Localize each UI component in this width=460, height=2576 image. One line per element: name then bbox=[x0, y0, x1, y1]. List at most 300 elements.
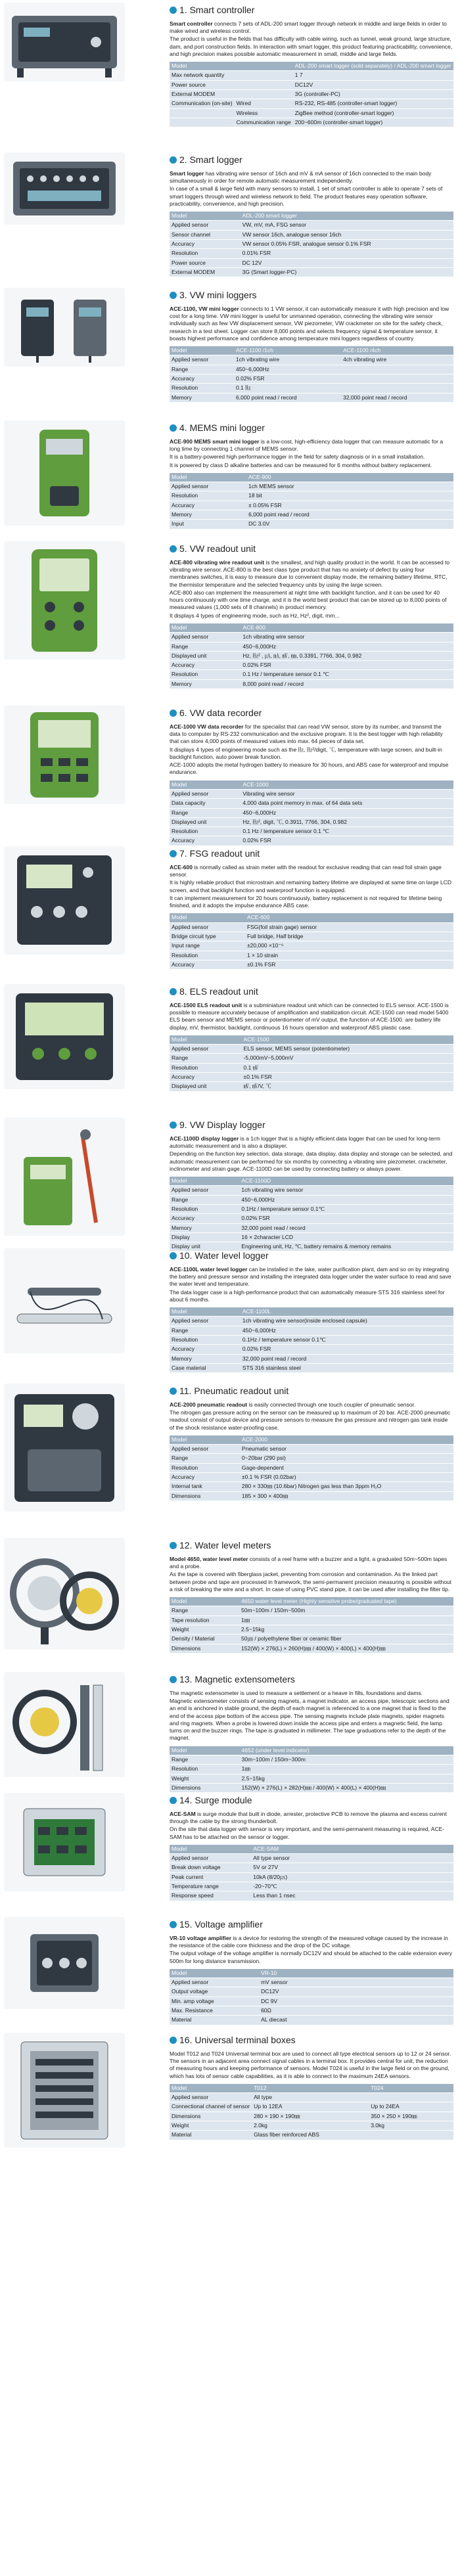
paragraph-text: has vibrating wire sensor of 16ch and mV & mA sensor of 16ch connected to the main body simultaneously in order for remote automatic measurement independently. bbox=[170, 169, 432, 184]
spec-cell bbox=[234, 1491, 240, 1501]
spec-header-cell: ACE-1500 bbox=[242, 1035, 453, 1045]
spec-cell bbox=[341, 374, 453, 383]
section-title: Water level logger bbox=[195, 1250, 269, 1261]
spec-header-row bbox=[170, 1035, 453, 1045]
spec-cell bbox=[234, 817, 241, 826]
section-number: 14 bbox=[179, 1795, 190, 1805]
spec-cell bbox=[234, 520, 246, 529]
spec-header-cell bbox=[234, 623, 241, 633]
spec-row bbox=[170, 2093, 453, 2102]
spec-cell bbox=[234, 1454, 240, 1463]
section-title: Smart logger bbox=[189, 154, 242, 165]
section-number: 7 bbox=[179, 848, 185, 859]
product-content bbox=[170, 289, 453, 403]
spec-cell: 18 bit bbox=[246, 491, 453, 501]
spec-row bbox=[170, 633, 453, 642]
product-description bbox=[170, 170, 453, 208]
spec-row bbox=[170, 932, 453, 941]
spec-cell: 0.1 ㎷ bbox=[242, 1063, 453, 1072]
bullet-icon bbox=[170, 292, 177, 299]
spec-cell: 3.0kg bbox=[369, 2121, 453, 2130]
spec-header-cell: Model bbox=[170, 623, 234, 633]
spec-cell bbox=[234, 789, 241, 798]
spec-cell bbox=[234, 1755, 240, 1764]
paragraph-text: can be installed in the lake, water purification plant, dam and so on by integrating the battery and pressure sensor and installing the integrated data logger under the water surface to read and save the water level and temperature. bbox=[170, 1265, 451, 1288]
spec-row bbox=[170, 365, 453, 374]
section-title: VW readout unit bbox=[189, 543, 256, 554]
spec-header-cell: 4650 water level meter (Highly sensitive probe/graduated tape) bbox=[239, 1597, 453, 1606]
spec-cell: Range bbox=[170, 1054, 234, 1063]
spec-header-cell: ACE-SAM bbox=[251, 1845, 453, 1854]
spec-cell: Range bbox=[170, 1755, 234, 1764]
spec-row bbox=[170, 1186, 453, 1195]
spec-cell: 0.02% FSR bbox=[234, 374, 341, 383]
section-number: 9 bbox=[179, 1119, 185, 1130]
product-title: 12 . Water level meters bbox=[170, 1539, 453, 1552]
bullet-icon bbox=[170, 156, 177, 164]
spec-row bbox=[170, 1891, 453, 1901]
spec-cell: Applied sensor bbox=[170, 221, 234, 230]
spec-row bbox=[170, 1644, 453, 1653]
bullet-icon bbox=[170, 1676, 177, 1683]
spec-row bbox=[170, 827, 453, 836]
spec-cell: Applied sensor bbox=[170, 2093, 252, 2102]
spec-cell: Vibrating wire sensor bbox=[241, 789, 453, 798]
paragraph-text: The nitrogen gas pressure acting on the sensor can be measured up to maximum of 20 bar. ACE-2000 pneumatic readout consist of output device and pressure sensors to measure the gas pressure and nitrogen gas tank inside of the shock resistance water-proofing case. bbox=[170, 1409, 451, 1431]
spec-cell: 2.5~15kg bbox=[240, 1774, 453, 1783]
paragraph-text: Depending on the function key selection, data storage, data display, data display and storage can be selected, and automatic measurement can be performed for six months by connecting a vibrating wire piezometer, crackmeter, inclinometer and strain gage. ACE-1100D can be used by connecting battery or always power. bbox=[170, 1150, 453, 1172]
spec-cell: Break down voltage bbox=[170, 1863, 234, 1872]
spec-header-row bbox=[170, 62, 453, 71]
bullet-icon bbox=[170, 2037, 177, 2044]
spec-cell bbox=[341, 384, 453, 393]
spec-cell: Applied sensor bbox=[170, 1978, 234, 1987]
spec-table bbox=[170, 1307, 453, 1373]
spec-row bbox=[170, 491, 453, 501]
spec-row bbox=[170, 1317, 453, 1326]
spec-row bbox=[170, 1987, 453, 1997]
spec-header-cell: Model bbox=[170, 913, 234, 922]
spec-header-cell bbox=[234, 1969, 259, 1978]
paragraph-text: It can implement measurement for 20 hours continuously, battery replacement is not required for lifetime being finished, and it adopts the impulse endurance ABS case. bbox=[170, 894, 442, 909]
spec-row bbox=[170, 1765, 453, 1774]
spec-cell: 1 7 bbox=[293, 71, 453, 80]
spec-cell: Memory bbox=[170, 510, 234, 519]
spec-header-row bbox=[170, 346, 453, 355]
spec-cell: Glass fiber reinforced ABS bbox=[252, 2131, 369, 2140]
spec-row bbox=[170, 2131, 453, 2140]
product-name: ACE-SAM bbox=[170, 1810, 196, 1817]
section-number: 8 bbox=[179, 986, 185, 997]
spec-cell: ±0.1 % FSR (0.02bar) bbox=[240, 1472, 453, 1481]
spec-cell bbox=[234, 661, 241, 670]
spec-header-cell bbox=[234, 780, 241, 790]
spec-row bbox=[170, 1635, 453, 1644]
product-title: 7 . FSG readout unit bbox=[170, 847, 453, 860]
spec-row bbox=[170, 651, 453, 660]
spec-cell bbox=[234, 1644, 239, 1653]
spec-row bbox=[170, 267, 453, 277]
description-paragraph bbox=[170, 895, 453, 910]
product-name: Model 4650, water level meter bbox=[170, 1555, 248, 1562]
spec-row bbox=[170, 789, 453, 798]
spec-cell: 450~6,000Hz bbox=[239, 1195, 453, 1204]
spec-cell: Range bbox=[170, 365, 234, 374]
spec-cell: Dimensions bbox=[170, 1783, 234, 1792]
product-image bbox=[4, 1118, 125, 1236]
spec-cell: 0.1 ㎐ bbox=[234, 384, 341, 393]
description-paragraph bbox=[170, 1150, 453, 1173]
spec-cell bbox=[234, 1997, 259, 2006]
spec-cell: Dimensions bbox=[170, 1644, 234, 1653]
spec-header-cell: T024 bbox=[369, 2084, 453, 2093]
spec-cell: 16 × 2character LCD bbox=[239, 1232, 453, 1242]
spec-header-cell: T012 bbox=[252, 2084, 369, 2093]
spec-header-cell: ACE-2000 bbox=[240, 1435, 453, 1445]
bullet-icon bbox=[170, 7, 177, 14]
product-title: 16 . Universal terminal boxes bbox=[170, 2034, 453, 2046]
spec-cell bbox=[234, 1987, 259, 1997]
product-image bbox=[4, 984, 125, 1089]
spec-cell: Memory bbox=[170, 1223, 234, 1232]
bullet-icon bbox=[170, 1388, 177, 1395]
description-paragraph bbox=[170, 438, 453, 453]
spec-cell: Resolution bbox=[170, 249, 234, 258]
paragraph-text: ACE-1000 adopts the metal hydrogen battery to measure for 30 hours, and ABS case for waterproof and impulse endurance. bbox=[170, 761, 449, 776]
spec-header-cell bbox=[234, 473, 246, 482]
description-paragraph bbox=[170, 879, 453, 894]
paragraph-text: connects 7 sets of ADL-200 smart logger through network in middle and large fields in order to make wired and wireless control. bbox=[170, 20, 447, 34]
spec-cell bbox=[234, 1882, 251, 1891]
spec-cell bbox=[234, 1186, 239, 1195]
spec-cell: DC 3.0V bbox=[246, 520, 453, 529]
description-paragraph bbox=[170, 746, 453, 761]
bullet-icon bbox=[170, 424, 177, 432]
spec-cell bbox=[234, 1774, 240, 1783]
product-content bbox=[170, 2034, 453, 2140]
spec-header-cell: ACE-1100 /1ch bbox=[234, 346, 341, 355]
spec-cell: 1 × 10 strain bbox=[245, 951, 453, 960]
product-section bbox=[0, 1535, 460, 1660]
section-title: Universal terminal boxes bbox=[195, 2035, 296, 2045]
spec-table bbox=[170, 1035, 453, 1092]
product-section bbox=[0, 1115, 460, 1250]
spec-cell: Up to 12EA bbox=[252, 2102, 369, 2112]
spec-row bbox=[170, 951, 453, 960]
product-description bbox=[170, 1266, 453, 1303]
product-image bbox=[4, 420, 125, 526]
spec-cell bbox=[234, 1463, 240, 1472]
spec-cell: VW sensor 0.05% FSR, analogue sensor 0.1% FSR bbox=[241, 239, 453, 248]
spec-row bbox=[170, 1045, 453, 1054]
spec-cell: 32,000 point read / record bbox=[341, 393, 453, 402]
spec-cell: Range bbox=[170, 1326, 234, 1335]
spec-cell bbox=[234, 2006, 259, 2015]
spec-header-row bbox=[170, 2084, 453, 2093]
spec-cell: Input range bbox=[170, 941, 234, 951]
spec-cell bbox=[369, 2131, 453, 2140]
spec-row bbox=[170, 1872, 453, 1882]
spec-cell: 6,000 point read / record bbox=[234, 393, 341, 402]
spec-table bbox=[170, 346, 453, 403]
spec-cell: 1ch MEMS sensor bbox=[246, 482, 453, 491]
spec-cell: Power source bbox=[170, 258, 234, 267]
bullet-icon bbox=[170, 850, 177, 857]
spec-row bbox=[170, 1195, 453, 1204]
paragraph-text: for the specialist that can read VW sensor, store by its number, and transmit the data to computer by RS-232 communication and the exclusive program. It is the best logger with high reliability that can store 4,000 points of measured values into max. 64 pieces of data set. bbox=[170, 723, 443, 745]
spec-cell: 280 × 190 × 190㎜ bbox=[252, 2112, 369, 2121]
spec-row bbox=[170, 1345, 453, 1354]
spec-table bbox=[170, 913, 453, 970]
paragraph-text: is a subminiature readout unit which can be connected to ELS sensor. ACE-1500 is possible to measure accurately because of amplification and stabilization circuit. ACE-1500 can read model 5400 ELS beam sensor and MEMS sensor or potentiometer of mV output. the function of ACE-1500. are battery life display, mV, thermistor, backlight, continuous 16 hours operation and waterproof ABS plastic case. bbox=[170, 1001, 449, 1031]
spec-cell: Accuracy bbox=[170, 1472, 234, 1481]
spec-row bbox=[170, 1491, 453, 1501]
spec-cell: 0.1Hz / temperature sensor 0.1℃ bbox=[239, 1204, 453, 1213]
spec-cell: Wireless bbox=[235, 108, 293, 118]
spec-row bbox=[170, 817, 453, 826]
bullet-icon bbox=[170, 988, 177, 995]
section-title: Water level meters bbox=[195, 1540, 271, 1550]
spec-cell bbox=[234, 2016, 259, 2025]
spec-row bbox=[170, 1326, 453, 1335]
spec-cell: Accuracy bbox=[170, 501, 234, 510]
section-title: VW data recorder bbox=[189, 708, 262, 718]
section-title: MEMS mini logger bbox=[189, 422, 265, 433]
spec-cell bbox=[234, 221, 241, 230]
spec-cell: Resolution bbox=[170, 1063, 234, 1072]
spec-header-row bbox=[170, 623, 453, 633]
spec-cell bbox=[235, 89, 293, 99]
section-title: ELS readout unit bbox=[189, 986, 258, 997]
spec-cell bbox=[234, 922, 245, 932]
spec-cell: Response speed bbox=[170, 1891, 234, 1901]
spec-cell bbox=[234, 258, 241, 267]
spec-row bbox=[170, 1223, 453, 1232]
paragraph-text: is the smallest, and high quality product in the world. It can be accessed to vibrating wire sensor. ACE-800 is the best class type product that has no anxiety of defect by using four membranes switches, it is easy to measure due to convenient display mode, the remaining battery lifetime, RTC, the thermistor temperature and the selected frequency units by using the large screen. bbox=[170, 558, 450, 588]
spec-row bbox=[170, 230, 453, 239]
spec-cell: Case material bbox=[170, 1363, 234, 1372]
spec-cell: 0.02% FSR bbox=[241, 836, 453, 846]
spec-cell bbox=[235, 80, 293, 89]
paragraph-text: The product is useful in the fields that has difficulty with cable wiring, such as tunnel, weak ground, large structure, dam, and port construction fields. In interaction with smart logger, this product featuring practicability, convenience, and high precision makes possible automatic measurement in small, middle and large fields. bbox=[170, 35, 453, 57]
spec-cell: Dimensions bbox=[170, 2112, 252, 2121]
description-paragraph bbox=[170, 1135, 453, 1150]
spec-row bbox=[170, 1978, 453, 1987]
spec-cell bbox=[234, 1082, 242, 1091]
spec-cell: Resolution bbox=[170, 951, 234, 960]
spec-header-cell: ACE-900 bbox=[246, 473, 453, 482]
product-name: ACE-1100D display logger bbox=[170, 1135, 239, 1142]
spec-cell: Connectional channel of sensor bbox=[170, 2102, 252, 2112]
spec-row bbox=[170, 670, 453, 679]
product-description bbox=[170, 1811, 453, 1841]
description-paragraph bbox=[170, 1571, 453, 1593]
product-title: 15 . Voltage amplifier bbox=[170, 1918, 453, 1931]
spec-cell: 185 × 300 × 400㎜ bbox=[240, 1491, 453, 1501]
spec-header-cell bbox=[234, 212, 241, 221]
spec-row bbox=[170, 1354, 453, 1363]
spec-cell: 0~20bar (290 psi) bbox=[240, 1454, 453, 1463]
spec-row bbox=[170, 1606, 453, 1616]
description-paragraph bbox=[170, 35, 453, 58]
spec-row bbox=[170, 960, 453, 969]
spec-cell bbox=[234, 1072, 242, 1081]
spec-cell bbox=[234, 230, 241, 239]
spec-cell bbox=[234, 1625, 239, 1634]
spec-cell: Accuracy bbox=[170, 374, 234, 383]
spec-cell: Accuracy bbox=[170, 960, 234, 969]
spec-cell bbox=[234, 1635, 239, 1644]
spec-header-cell: Model bbox=[170, 1845, 234, 1854]
paragraph-text: is a device for restoring the strength of the measured voltage caused by the increase in the resistance of the cable core thickness and the drop of the DC voltage. bbox=[170, 1934, 448, 1949]
product-description bbox=[170, 2050, 453, 2080]
spec-row bbox=[170, 1072, 453, 1081]
spec-cell bbox=[234, 1335, 241, 1344]
product-image bbox=[4, 288, 125, 367]
product-image bbox=[4, 1538, 125, 1650]
spec-header-cell bbox=[234, 1177, 239, 1186]
product-section bbox=[0, 1790, 460, 1909]
spec-cell bbox=[234, 799, 241, 808]
product-title: 6 . VW data recorder bbox=[170, 707, 453, 719]
product-description bbox=[170, 305, 453, 342]
spec-cell: AL diecast bbox=[259, 2016, 453, 2025]
bullet-icon bbox=[170, 1121, 177, 1129]
spec-row bbox=[170, 2112, 453, 2121]
section-title: Surge module bbox=[195, 1795, 252, 1805]
section-number: 11 bbox=[179, 1386, 189, 1396]
spec-cell: Input bbox=[170, 520, 234, 529]
section-number: 4 bbox=[179, 422, 185, 433]
spec-cell: DC 12V bbox=[241, 258, 453, 267]
spec-row bbox=[170, 1363, 453, 1372]
bullet-icon bbox=[170, 1921, 177, 1928]
spec-cell: Display unit bbox=[170, 1242, 234, 1252]
paragraph-text: It is powered by class D alkaline batteries and can be measured for 6 months without battery replacement. bbox=[170, 461, 432, 468]
spec-cell: ±0.1% FSR bbox=[242, 1072, 453, 1081]
description-paragraph bbox=[170, 1950, 453, 1965]
spec-header-row bbox=[170, 780, 453, 790]
description-paragraph bbox=[170, 185, 453, 208]
spec-header-cell: Model bbox=[170, 212, 234, 221]
spec-header-cell bbox=[234, 1435, 240, 1445]
spec-cell bbox=[234, 960, 245, 969]
product-description bbox=[170, 1401, 453, 1432]
spec-cell: 0.01% FSR bbox=[241, 249, 453, 258]
paragraph-text: consists of a reel frame with a buzzer and a light, a graduated 50m~500m tapes and a probe. bbox=[170, 1555, 448, 1570]
description-paragraph bbox=[170, 1289, 453, 1304]
spec-row bbox=[170, 501, 453, 510]
spec-cell bbox=[234, 1445, 240, 1454]
product-section bbox=[0, 285, 460, 410]
spec-cell: DC12V bbox=[259, 1987, 453, 1997]
spec-cell: ㎷, ㎷/V, ℃ bbox=[242, 1082, 453, 1091]
spec-cell: 32,000 point read / record bbox=[241, 1354, 453, 1363]
spec-cell: RS-232, RS-485 (controller-smart logger) bbox=[293, 99, 453, 108]
spec-header-row bbox=[170, 913, 453, 922]
spec-row bbox=[170, 1616, 453, 1625]
section-title: Voltage amplifier bbox=[195, 1919, 263, 1930]
spec-table bbox=[170, 212, 453, 277]
spec-header-cell: Model bbox=[170, 1597, 234, 1606]
spec-cell bbox=[234, 1054, 242, 1063]
spec-cell: Resolution bbox=[170, 670, 234, 679]
spec-header-row bbox=[170, 1969, 453, 1978]
product-description bbox=[170, 723, 453, 777]
spec-cell: Applied sensor bbox=[170, 633, 234, 642]
product-image bbox=[4, 152, 125, 225]
spec-header-cell bbox=[234, 1597, 239, 1606]
spec-row bbox=[170, 258, 453, 267]
section-number: 16 bbox=[179, 2035, 190, 2045]
paragraph-text: On the site that data logger with sensor is very important, and the semi-permanent measuring is required, ACE-SAM has to be attached on the sensor or logger. bbox=[170, 1826, 445, 1840]
description-paragraph bbox=[170, 453, 453, 461]
spec-cell: Gage-dependent bbox=[240, 1463, 453, 1472]
spec-cell: Range bbox=[170, 808, 234, 817]
product-description bbox=[170, 1690, 453, 1742]
section-number: 6 bbox=[179, 708, 185, 718]
spec-cell: VW sensor 16ch, analogue sensor 16ch bbox=[241, 230, 453, 239]
spec-row bbox=[170, 1482, 453, 1491]
spec-cell: 3G (controller-PC) bbox=[293, 89, 453, 99]
spec-header-cell bbox=[235, 62, 293, 71]
paragraph-text: ACE-800 also can implement the measurement at night time with backlight function, and it can be used for 40 hours continuously with one time charge, and it is the world best product that can be stored up to 8,000 points of measured values (1,000 sets of 8 channels) in product memory. bbox=[170, 589, 447, 611]
spec-row bbox=[170, 2102, 453, 2112]
spec-cell: Sensor channel bbox=[170, 230, 234, 239]
section-title: Smart controller bbox=[189, 5, 255, 15]
product-image bbox=[4, 846, 125, 955]
spec-cell: 32,000 point read / record bbox=[239, 1223, 453, 1232]
spec-cell bbox=[234, 1232, 239, 1242]
spec-cell: Peak current bbox=[170, 1872, 234, 1882]
spec-cell: Applied sensor bbox=[170, 789, 234, 798]
spec-header-cell: VR-10 bbox=[259, 1969, 453, 1978]
spec-header-cell bbox=[234, 1845, 251, 1854]
spec-row bbox=[170, 799, 453, 808]
spec-row bbox=[170, 941, 453, 951]
product-image bbox=[4, 1793, 125, 1891]
product-content bbox=[170, 1918, 453, 2025]
paragraph-text: It is a battery-powered high performance logger in the field for safety diagnosis or in a small installation. bbox=[170, 453, 425, 461]
spec-cell bbox=[234, 482, 246, 491]
section-number: 13 bbox=[179, 1674, 190, 1684]
spec-header-cell: Model bbox=[170, 2084, 252, 2093]
spec-cell: 30m~100m / 150m~300m bbox=[240, 1755, 453, 1764]
section-title: VW Display logger bbox=[189, 1119, 265, 1130]
paragraph-text: is a 1ch logger that is a highly efficient data logger that can be used for long-term automatic measurement and is also a displayer. bbox=[170, 1135, 440, 1149]
product-name: ACE-900 MEMS smart mini logger bbox=[170, 438, 260, 445]
spec-row bbox=[170, 71, 453, 80]
bullet-icon bbox=[170, 545, 177, 553]
spec-cell: Resolution bbox=[170, 1204, 234, 1213]
spec-row bbox=[170, 1204, 453, 1213]
spec-cell bbox=[234, 1045, 242, 1054]
paragraph-text: Model T012 and T024 Universal terminal box are used to connect all type electrical sensors up to 12 or 24 sensor. The sensors in an adjacent area connect signal cables in a terminal box. It provides central for unit, the reduction of measuring hours and keeping performance of sensors. Model T024 is useful in the large field or on the ground, which has lots of sensor cable capabilities, as it is able to connect to the maximum 24EA sensors. bbox=[170, 2050, 451, 2079]
spec-cell: 450~6,000Hz bbox=[241, 642, 453, 651]
spec-cell: 1ch vibrating wire sensor bbox=[241, 633, 453, 642]
spec-cell bbox=[234, 932, 245, 941]
spec-cell: 3G (Smart logger-PC) bbox=[241, 267, 453, 277]
description-paragraph bbox=[170, 559, 453, 589]
spec-row bbox=[170, 1882, 453, 1891]
spec-cell bbox=[234, 1317, 241, 1326]
spec-cell bbox=[369, 2093, 453, 2102]
spec-row bbox=[170, 1082, 453, 1091]
spec-cell bbox=[234, 1854, 251, 1863]
description-paragraph bbox=[170, 170, 453, 185]
product-content bbox=[170, 1673, 453, 1793]
spec-cell: ±0.1% FSR bbox=[245, 960, 453, 969]
